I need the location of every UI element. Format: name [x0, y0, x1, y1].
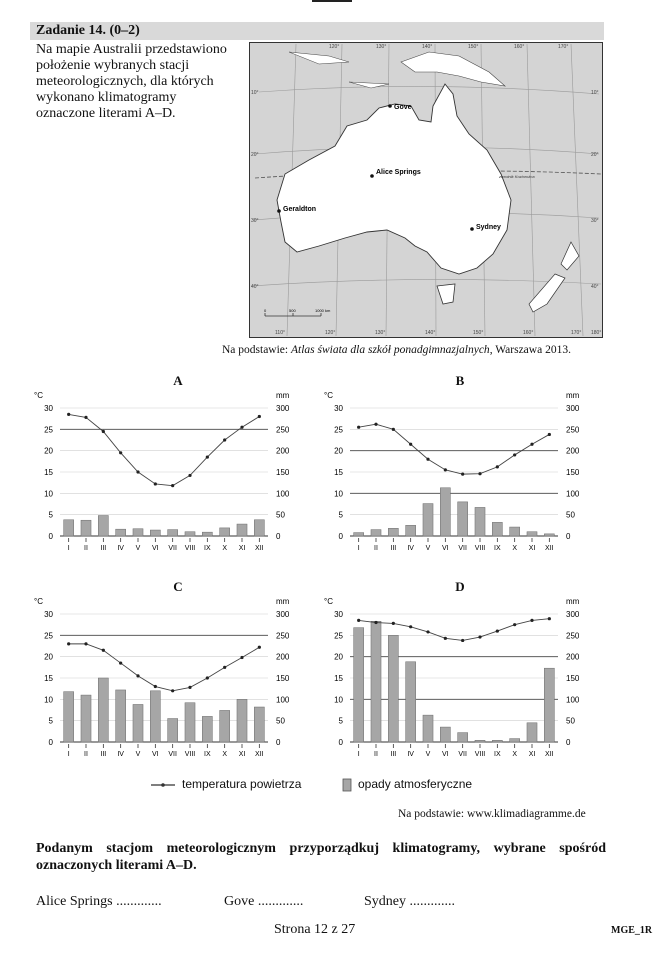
temperature-point [136, 470, 139, 473]
month-label: VIII [474, 545, 486, 552]
temperature-point [392, 428, 395, 431]
chart-source: Na podstawie: www.klimadiagramme.de [398, 808, 586, 820]
precip-tick-label: 0 [566, 738, 571, 747]
temperature-point [392, 622, 395, 625]
temp-tick-label: 30 [334, 610, 343, 619]
temp-tick-label: 20 [44, 652, 53, 662]
temperature-point [171, 689, 174, 692]
month-label: VII [458, 751, 467, 758]
temp-tick-label: 30 [44, 404, 53, 413]
precipitation-bar [64, 692, 74, 742]
precipitation-bar [220, 710, 230, 742]
temp-tick-label: 5 [48, 716, 53, 726]
month-label: XI [238, 751, 246, 758]
temp-tick-label: 10 [44, 489, 53, 499]
precip-tick-label: 0 [276, 738, 281, 747]
temp-tick-label: 25 [334, 631, 343, 641]
top-rule [312, 0, 352, 2]
temp-tick-label: 0 [338, 532, 343, 541]
precipitation-bar [254, 707, 264, 742]
temp-tick-label: 10 [334, 489, 343, 499]
temperature-point [478, 472, 481, 475]
month-label: IX [204, 751, 211, 758]
map-lon-label-bottom: 130° [375, 330, 386, 336]
task-title: Zadanie 14. (0–2) [36, 23, 140, 38]
temperature-point [223, 666, 226, 669]
temperature-point [136, 674, 139, 677]
month-label: III [390, 751, 397, 758]
precipitation-bar [475, 507, 485, 536]
month-label: I [357, 751, 360, 758]
month-label: II [84, 545, 88, 552]
precip-tick-label: 250 [276, 425, 290, 435]
month-label: XII [255, 545, 264, 552]
temperature-line [359, 619, 550, 641]
station-geraldton-dot [277, 209, 281, 213]
precip-tick-label: 100 [276, 695, 290, 705]
temperature-point [154, 482, 157, 485]
temp-unit-label: °C [34, 391, 43, 400]
month-label: VII [168, 545, 177, 552]
month-label: IV [407, 545, 414, 552]
temperature-point [206, 676, 209, 679]
precipitation-bar [237, 699, 247, 742]
temperature-point [188, 686, 191, 689]
temp-tick-label: 5 [338, 716, 343, 726]
answer-sydney[interactable]: Sydney ............. [364, 894, 455, 909]
month-label: X [512, 751, 518, 758]
temperature-line [69, 414, 260, 485]
precipitation-bar [254, 520, 264, 536]
precipitation-bar [168, 530, 178, 536]
page-number: Strona 12 z 27 [274, 922, 356, 937]
precip-tick-label: 200 [566, 652, 580, 662]
precipitation-bar [492, 522, 502, 536]
precip-tick-label: 0 [276, 532, 281, 541]
map-source: Na podstawie: Atlas świata dla szkół ponadgimnazjalnych, Warszawa 2013. [222, 344, 571, 356]
precipitation-bar [440, 488, 450, 536]
precipitation-bar [202, 716, 212, 742]
month-label: IV [407, 751, 414, 758]
month-label: XII [545, 545, 554, 552]
precip-tick-label: 0 [566, 532, 571, 541]
precipitation-bar [150, 530, 160, 536]
australia-map [249, 42, 603, 338]
temperature-point [496, 465, 499, 468]
precip-tick-label: 200 [276, 446, 290, 456]
map-lat-label-left: 10° [251, 90, 259, 96]
temp-tick-label: 30 [334, 404, 343, 413]
temp-tick-label: 25 [334, 425, 343, 435]
map-lat-label-right: 30° [591, 218, 599, 224]
chart-d-title: D [455, 579, 465, 594]
temperature-point [258, 646, 261, 649]
precipitation-bar [116, 690, 126, 742]
station-geraldton-label: Geraldton [283, 206, 317, 213]
precipitation-bar [185, 532, 195, 536]
temperature-point [513, 453, 516, 456]
temp-tick-label: 25 [44, 425, 53, 435]
temperature-point [548, 433, 551, 436]
temperature-point [357, 619, 360, 622]
climatogram-c [30, 594, 320, 764]
month-label: IX [494, 545, 501, 552]
answer-alice-springs[interactable]: Alice Springs ............. [36, 894, 162, 909]
precip-tick-label: 150 [566, 674, 580, 683]
map-lon-label-top: 160° [514, 44, 525, 50]
map-lon-label-bottom: 160° [523, 330, 534, 336]
temperature-point [409, 625, 412, 628]
temp-tick-label: 20 [334, 446, 343, 456]
precipitation-bar [81, 695, 91, 742]
month-label: IV [117, 751, 124, 758]
precipitation-bar [371, 621, 381, 742]
month-label: VII [168, 751, 177, 758]
precip-tick-label: 300 [276, 610, 290, 619]
precipitation-bar [81, 520, 91, 536]
temperature-legend-label: temperatura powietrza [182, 777, 302, 791]
temperature-point [374, 423, 377, 426]
precip-tick-label: 100 [276, 489, 290, 499]
month-label: V [135, 545, 141, 552]
temperature-point [84, 642, 87, 645]
precipitation-bar [510, 739, 520, 742]
climatogram-a [30, 388, 320, 558]
precip-tick-label: 50 [566, 716, 575, 726]
precipitation-bar [168, 719, 178, 742]
temperature-line [359, 424, 550, 474]
temperature-point [67, 642, 70, 645]
precipitation-bar [133, 704, 143, 742]
temperature-point [206, 455, 209, 458]
month-label: VIII [184, 545, 196, 552]
map-lat-label-right: 10° [591, 90, 599, 96]
temperature-point [102, 649, 105, 652]
month-label: III [100, 751, 107, 758]
precip-unit-label: mm [276, 597, 290, 606]
temperature-legend-icon [150, 779, 176, 791]
map-lat-label-right: 20° [591, 152, 599, 158]
precipitation-legend-label: opady atmosferyczne [358, 777, 473, 791]
temp-tick-label: 5 [338, 510, 343, 520]
month-label: III [390, 545, 397, 552]
precipitation-bar [388, 635, 398, 742]
temperature-point [188, 474, 191, 477]
temperature-point [223, 438, 226, 441]
map-lat-label-left: 30° [251, 218, 259, 224]
precip-tick-label: 300 [566, 610, 580, 619]
climatogram-d [320, 594, 610, 764]
map-lon-label-top: 170° [558, 44, 569, 50]
map-lat-label-left: 20° [251, 152, 259, 158]
month-label: XII [545, 751, 554, 758]
precipitation-bar [510, 527, 520, 536]
month-label: V [425, 545, 431, 552]
temperature-point [530, 619, 533, 622]
precipitation-bar [475, 740, 485, 742]
temperature-point [258, 415, 261, 418]
precip-tick-label: 150 [566, 468, 580, 477]
exam-code: MGE_1R [611, 925, 653, 936]
temperature-point [513, 623, 516, 626]
precip-tick-label: 50 [276, 716, 285, 726]
temp-tick-label: 15 [334, 468, 343, 477]
station-alice-springs-label: Alice Springs [376, 169, 421, 176]
precip-tick-label: 50 [566, 510, 575, 520]
precip-unit-label: mm [566, 391, 580, 400]
month-label: IX [494, 751, 501, 758]
precipitation-bar [458, 733, 468, 742]
map-lon-label-top: 130° [376, 44, 387, 50]
month-label: II [374, 751, 378, 758]
precipitation-bar [527, 532, 537, 536]
month-label: VII [458, 545, 467, 552]
question-text: Podanym stacjom meteorologicznym przyporządkuj klimatogramy, wybrane spośród oznaczonych literami A–D. [36, 841, 606, 873]
month-label: XI [528, 751, 536, 758]
task-intro: Na mapie Australii przedstawiono położenie wybranych stacji meteorologicznych, dla których wykonano klimatogramy oznaczone literami A–D. [36, 42, 227, 121]
month-label: V [135, 751, 141, 758]
climatogram-b [320, 388, 610, 558]
month-label: VI [152, 545, 159, 552]
month-label: VIII [474, 751, 486, 758]
precipitation-bar [185, 703, 195, 742]
map-lon-label-bottom: 110° [275, 330, 285, 336]
precipitation-bar [202, 532, 212, 536]
temperature-point [357, 426, 360, 429]
month-label: XII [255, 751, 264, 758]
precipitation-bar [237, 524, 247, 536]
temp-unit-label: °C [34, 597, 43, 606]
month-label: X [512, 545, 518, 552]
temperature-point [444, 468, 447, 471]
map-lat-label-left: 40° [251, 284, 259, 290]
precipitation-bar [388, 528, 398, 536]
temperature-point [444, 637, 447, 640]
temp-unit-label: °C [324, 391, 333, 400]
month-label: I [67, 751, 70, 758]
temperature-line [69, 644, 260, 691]
chart-legend [150, 776, 510, 794]
temperature-point [67, 413, 70, 416]
precip-tick-label: 250 [566, 631, 580, 641]
month-label: VIII [184, 751, 196, 758]
station-gove-label: Gove [394, 104, 412, 111]
month-label: IV [117, 545, 124, 552]
map-lon-label-bottom: 150° [473, 330, 484, 336]
temp-tick-label: 15 [44, 468, 53, 477]
temperature-point [154, 685, 157, 688]
map-lon-label-top: 120° [329, 44, 340, 50]
svg-text:1000 km: 1000 km [315, 308, 331, 313]
month-label: X [222, 751, 228, 758]
precipitation-bar [150, 691, 160, 742]
temperature-point [461, 473, 464, 476]
station-sydney-label: Sydney [476, 224, 501, 231]
precip-unit-label: mm [566, 597, 580, 606]
temperature-point [496, 629, 499, 632]
month-label: V [425, 751, 431, 758]
precipitation-bar [354, 533, 364, 536]
precip-tick-label: 150 [276, 674, 290, 683]
precipitation-bar [406, 662, 416, 742]
month-label: XI [528, 545, 536, 552]
temp-tick-label: 15 [334, 674, 343, 683]
temperature-point [461, 639, 464, 642]
chart-c-title: C [173, 579, 183, 594]
map-lon-label-top: 150° [468, 44, 479, 50]
month-label: II [84, 751, 88, 758]
map-lon-label-bottom: 120° [325, 330, 336, 336]
temperature-point [426, 458, 429, 461]
month-label: XI [238, 545, 246, 552]
temperature-point [171, 484, 174, 487]
precipitation-bar [116, 529, 126, 536]
temperature-point [426, 630, 429, 633]
map-lat-label-right: 40° [591, 284, 599, 290]
temp-tick-label: 15 [44, 674, 53, 683]
precip-tick-label: 150 [276, 468, 290, 477]
precip-tick-label: 200 [566, 446, 580, 456]
month-label: VI [442, 751, 449, 758]
temperature-point [240, 656, 243, 659]
temperature-point [478, 635, 481, 638]
precipitation-bar [492, 740, 502, 742]
station-sydney-dot [470, 227, 474, 231]
map-lon-label-bottom: 170° [571, 330, 582, 336]
svg-text:0: 0 [264, 308, 267, 313]
precipitation-bar [544, 668, 554, 742]
temp-tick-label: 30 [44, 610, 53, 619]
precipitation-bar [406, 525, 416, 536]
precip-tick-label: 100 [566, 489, 580, 499]
temp-tick-label: 20 [334, 652, 343, 662]
precip-tick-label: 50 [276, 510, 285, 520]
precipitation-bar [423, 715, 433, 742]
month-label: III [100, 545, 107, 552]
month-label: VI [152, 751, 159, 758]
month-label: II [374, 545, 378, 552]
precip-unit-label: mm [276, 391, 290, 400]
temp-unit-label: °C [324, 597, 333, 606]
chart-b-title: B [455, 373, 465, 388]
temperature-point [84, 416, 87, 419]
map-lon-label-bottom: 140° [425, 330, 436, 336]
temp-tick-label: 0 [338, 738, 343, 747]
precipitation-bar [220, 528, 230, 536]
precipitation-bar [133, 529, 143, 536]
month-label: IX [204, 545, 211, 552]
station-gove-dot [388, 104, 392, 108]
temperature-point [548, 617, 551, 620]
temp-tick-label: 0 [48, 532, 53, 541]
precipitation-bar [458, 502, 468, 536]
precip-tick-label: 250 [276, 631, 290, 641]
temperature-point [374, 621, 377, 624]
month-label: VI [442, 545, 449, 552]
precip-tick-label: 300 [566, 404, 580, 413]
temp-tick-label: 25 [44, 631, 53, 641]
month-label: X [222, 545, 228, 552]
precip-tick-label: 200 [276, 652, 290, 662]
temperature-point [119, 451, 122, 454]
temp-tick-label: 5 [48, 510, 53, 520]
temperature-point [119, 661, 122, 664]
precip-tick-label: 100 [566, 695, 580, 705]
temperature-point [240, 426, 243, 429]
precipitation-bar [371, 530, 381, 536]
answer-gove[interactable]: Gove ............. [224, 894, 304, 909]
temperature-point [102, 430, 105, 433]
svg-text:500: 500 [289, 308, 296, 313]
precipitation-bar [354, 628, 364, 742]
tropic-label: zwrotnik Koziorożca [499, 174, 535, 179]
temp-tick-label: 10 [334, 695, 343, 705]
precipitation-bar [527, 723, 537, 742]
map-lon-label-top: 140° [422, 44, 433, 50]
station-alice-springs-dot [370, 174, 374, 178]
precipitation-legend-icon [342, 778, 352, 792]
precip-tick-label: 250 [566, 425, 580, 435]
temperature-point [409, 443, 412, 446]
chart-a-title: A [173, 373, 183, 388]
temperature-point [530, 443, 533, 446]
precipitation-bar [544, 534, 554, 536]
precipitation-bar [423, 504, 433, 536]
temp-tick-label: 10 [44, 695, 53, 705]
temp-tick-label: 0 [48, 738, 53, 747]
month-label: I [357, 545, 360, 552]
precipitation-bar [64, 520, 74, 536]
precipitation-bar [440, 727, 450, 742]
precip-tick-label: 300 [276, 404, 290, 413]
map-lon-label-bottom: 180° [591, 330, 602, 336]
month-label: I [67, 545, 70, 552]
temp-tick-label: 20 [44, 446, 53, 456]
precipitation-bar [98, 516, 108, 536]
precipitation-bar [98, 678, 108, 742]
